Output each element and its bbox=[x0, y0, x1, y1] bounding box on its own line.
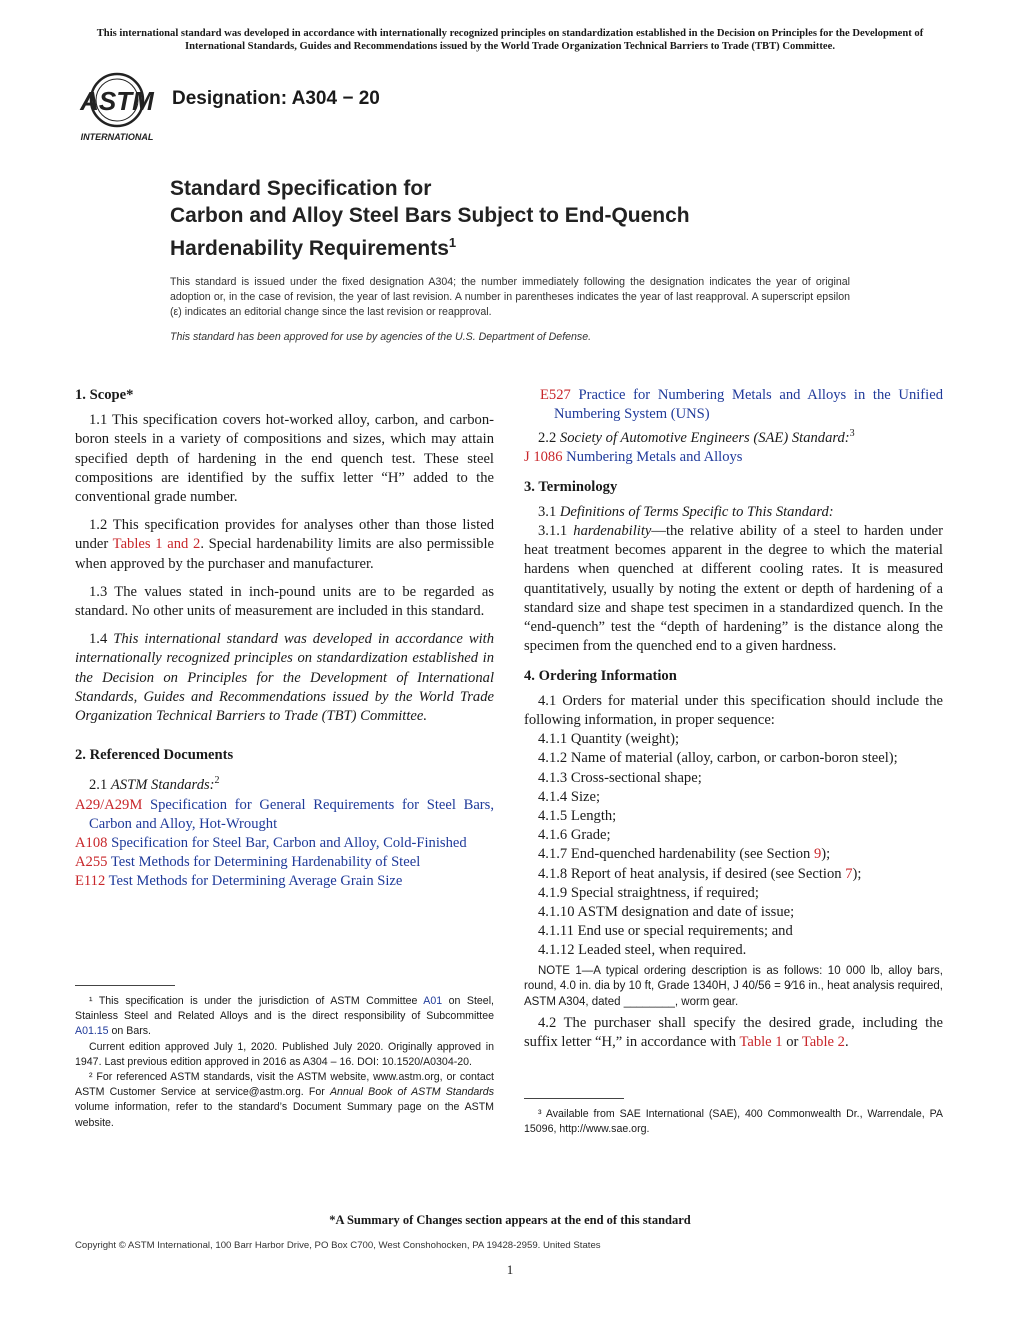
footnote-1-text-a: ¹ This specification is under the jurisdiction of ASTM Committee bbox=[89, 995, 424, 1007]
footnote-3-marker: 3 bbox=[849, 428, 855, 440]
item-4-1-4: 4.1.4 Size; bbox=[538, 788, 601, 805]
logo-caption: INTERNATIONAL bbox=[80, 132, 154, 142]
ref-a255[interactable] bbox=[75, 853, 494, 872]
footnote-2 bbox=[75, 1070, 494, 1131]
para-3-1-1-number: 3.1.1 bbox=[538, 523, 574, 540]
item-4-1-7-text-a: 4.1.7 End-quenched hardenability (see Section bbox=[538, 846, 814, 863]
title-line-2: Carbon and Alloy Steel Bars Subject to End-Quench bbox=[170, 204, 690, 227]
section-3-heading: 3. Terminology bbox=[524, 478, 618, 495]
para-3-1-1-text: —the relative ability of a steel to harden under heat treatment becomes apparent in the degree to which the material hardens when quenched at different cooling rates. It is measured quantitatively, usually by noting the extent or depth of hardening of a standard size and shape test specimen in a standardized quench. In the “end-quench” test the “depth of hardening” is the distance along the specimen from the quenched end to a given hardness. bbox=[524, 523, 943, 655]
ref-a29[interactable] bbox=[75, 796, 494, 834]
para-4-2 bbox=[524, 1014, 943, 1052]
footnote-2-marker: 2 bbox=[214, 775, 220, 787]
item-4-1-1: 4.1.1 Quantity (weight); bbox=[538, 731, 680, 748]
para-1-4 bbox=[75, 630, 494, 726]
ref-j1086-code[interactable]: J 1086 bbox=[524, 449, 563, 466]
designation: Designation: A304 − 20 bbox=[172, 88, 380, 109]
para-1-2-text-b: . Special hardenability limits are also permissible when approved by the purchaser and manufacturer. bbox=[75, 536, 494, 572]
copyright: Copyright © ASTM International, 100 Barr Harbor Drive, PO Box C700, West Conshohocken, PA 19428-2959. United States bbox=[75, 1240, 601, 1251]
note-1: NOTE 1—A typical ordering description is as follows: 10 000 lb, alloy bars, round, 4.0 in. dia by 10 ft, Grade 1340H, J 40/56 = 9⁄16 in., heat analysis required, ASTM A304, dated ________, worm gear. bbox=[524, 964, 943, 1008]
section-7-link[interactable]: 7 bbox=[845, 865, 853, 882]
ref-a108-code[interactable]: A108 bbox=[75, 834, 108, 851]
left-footnotes bbox=[75, 985, 494, 1131]
item-4-1-6: 4.1.6 Grade; bbox=[538, 827, 611, 844]
para-1-4-text: This international standard was developed in accordance with internationally recognized principles on standardization established in the Decision on Principles for the Development of International Standards, Guides and Recommendations issued by the World Trade Organization Technical Barriers to Trade (TBT) Committee. bbox=[75, 631, 495, 725]
left-column bbox=[75, 386, 494, 892]
section-9-link[interactable]: 9 bbox=[813, 846, 822, 863]
para-4-2-text-a: 4.2 The purchaser shall specify the desired grade, including the suffix letter “H,” in accordance with bbox=[524, 1015, 943, 1051]
para-1-2-text-a: 1.2 This specification provides for analyses other than those listed under bbox=[75, 517, 494, 553]
table-2-link[interactable]: Table 2 bbox=[801, 1034, 845, 1051]
para-2-2 bbox=[524, 424, 943, 448]
ref-e527-code[interactable]: E527 bbox=[540, 387, 571, 403]
item-4-1-10: 4.1.10 ASTM designation and date of issue; bbox=[538, 903, 795, 920]
subcommittee-link[interactable]: A01.15 bbox=[75, 1025, 109, 1038]
item-4-1-3: 4.1.3 Cross-sectional shape; bbox=[538, 769, 702, 786]
logo-letters: ASTM bbox=[80, 86, 154, 116]
ref-a29-title[interactable]: Specification for General Requirements for Steel Bars, Carbon and Alloy, Hot-Wrought bbox=[89, 796, 494, 832]
section-2-heading: 2. Referenced Documents bbox=[75, 747, 234, 764]
ref-j1086[interactable] bbox=[524, 448, 943, 467]
para-2-1-number: 2.1 bbox=[89, 777, 111, 794]
ref-e112[interactable] bbox=[75, 872, 494, 891]
footnote-1-edition: Current edition approved July 1, 2020. Published July 2020. Originally approved in 1947. Last previous edition approved in 2016 as A304 – 16. DOI: 10.1520/A0304-20. bbox=[75, 1040, 494, 1068]
ref-j1086-title[interactable]: Numbering Metals and Alloys bbox=[562, 449, 743, 466]
item-4-1-8 bbox=[524, 865, 943, 884]
table-1-link[interactable]: Table 1 bbox=[739, 1034, 783, 1051]
footnote-1-text-b: on Steel, Stainless Steel and Related Alloys and is the direct responsibility of Subcommittee bbox=[75, 995, 494, 1023]
ref-a255-code[interactable]: A255 bbox=[75, 854, 108, 871]
item-4-1-5: 4.1.5 Length; bbox=[538, 807, 617, 824]
para-2-2-number: 2.2 bbox=[538, 430, 560, 447]
right-column bbox=[524, 386, 943, 1052]
ref-a255-title[interactable]: Test Methods for Determining Hardenability of Steel bbox=[107, 854, 421, 871]
para-1-3: 1.3 The values stated in inch-pound units are to be regarded as standard. No other units of measurement are included in this standard. bbox=[75, 583, 494, 620]
footnote-1 bbox=[75, 994, 494, 1040]
ref-e527-title[interactable]: Practice for Numbering Metals and Alloys in the Unified Numbering System (UNS) bbox=[554, 387, 943, 423]
ref-a108-title[interactable]: Specification for Steel Bar, Carbon and Alloy, Cold-Finished bbox=[107, 834, 467, 851]
tables-link[interactable]: Tables 1 and 2 bbox=[112, 536, 201, 553]
item-4-1-8-text-a: 4.1.8 Report of heat analysis, if desired (see Section bbox=[538, 865, 846, 882]
issuance-paragraph: This standard is issued under the fixed designation A304; the number immediately following the designation indicates the year of original adoption or, in the case of revision, the year of last revision. A number in parentheses indicates the year of last reapproval. A superscript epsilon (ε) indicates an editorial change since the last revision or reapproval. bbox=[170, 276, 850, 318]
footnote-2-text-a: ² For referenced ASTM standards, visit the ASTM website, www.astm.org, or contact ASTM Customer Service at service@astm.org. For bbox=[75, 1071, 494, 1099]
para-1-2 bbox=[75, 516, 494, 574]
title-line-3: Hardenability Requirements bbox=[170, 237, 449, 260]
footnote-3: ³ Available from SAE International (SAE), 400 Commonwealth Dr., Warrendale, PA 15096, http://www.sae.org. bbox=[524, 1108, 943, 1136]
footnote-1-text-c: on Bars. bbox=[108, 1025, 151, 1038]
item-4-1-8-text-b: ); bbox=[852, 865, 862, 882]
document-title bbox=[170, 175, 930, 262]
title-line-1: Standard Specification for bbox=[170, 177, 432, 200]
ref-e112-title[interactable]: Test Methods for Determining Average Grain Size bbox=[105, 873, 403, 890]
committee-a01-link[interactable]: A01 bbox=[423, 995, 443, 1007]
section-1-heading: 1. Scope* bbox=[75, 387, 134, 403]
para-3-1 bbox=[524, 503, 943, 522]
item-4-1-7 bbox=[524, 845, 943, 864]
right-footnotes bbox=[524, 1098, 943, 1137]
para-2-1 bbox=[75, 771, 494, 795]
item-4-1-11: 4.1.11 End use or special requirements; and bbox=[538, 923, 793, 940]
item-4-1-7-text-b: ); bbox=[821, 846, 831, 863]
para-3-1-text: Definitions of Terms Specific to This Standard: bbox=[559, 503, 834, 520]
para-2-1-text: ASTM Standards: bbox=[110, 777, 215, 794]
para-4-2-text-mid: or bbox=[782, 1034, 802, 1051]
footnote-2-text-b: volume information, refer to the standard’s Document Summary page on the ASTM website. bbox=[75, 1101, 494, 1129]
para-4-2-text-b: . bbox=[844, 1034, 849, 1051]
para-2-2-text: Society of Automotive Engineers (SAE) Standard: bbox=[559, 430, 850, 447]
item-4-1-12: 4.1.12 Leaded steel, when required. bbox=[538, 942, 747, 959]
para-3-1-1 bbox=[524, 522, 943, 656]
summary-of-changes-notice: *A Summary of Changes section appears at the end of this standard bbox=[329, 1213, 691, 1227]
section-4-heading: 4. Ordering Information bbox=[524, 667, 677, 684]
para-1-1: 1.1 This specification covers hot-worked alloy, carbon, and carbon-boron steels in a variety of compositions and sizes, which may attain specified depth of hardening in the end quench test. These steel compositions are identified by the suffix letter “H” added to the conventional grade number. bbox=[75, 412, 494, 506]
ref-e112-code[interactable]: E112 bbox=[75, 873, 106, 890]
page-number: 1 bbox=[506, 1262, 514, 1277]
footnote-2-book: Annual Book of ASTM Standards bbox=[329, 1086, 494, 1099]
term-hardenability: hardenability bbox=[573, 523, 652, 540]
item-4-1-9: 4.1.9 Special straightness, if required; bbox=[538, 884, 759, 901]
para-4-1: 4.1 Orders for material under this specification should include the following information, in proper sequence: bbox=[524, 692, 943, 728]
para-3-1-number: 3.1 bbox=[538, 503, 560, 520]
ref-a108[interactable] bbox=[75, 834, 494, 853]
dod-approval: This standard has been approved for use by agencies of the U.S. Department of Defense. bbox=[170, 331, 592, 343]
wto-notice: This international standard was developed in accordance with internationally recognized principles on standardization established in the Decision on Principles for the Development of International Standards, Guides and Recommendations issued by the World Trade Organization Technical Barriers to Trade (TBT) Committee. bbox=[96, 28, 924, 52]
ref-e527[interactable] bbox=[540, 386, 943, 424]
astm-logo bbox=[74, 72, 160, 144]
item-4-1-2: 4.1.2 Name of material (alloy, carbon, or carbon-boron steel); bbox=[538, 750, 898, 767]
title-footnote-marker: 1 bbox=[448, 235, 457, 250]
ref-a29-code[interactable]: A29/A29M bbox=[75, 796, 143, 813]
para-1-4-number: 1.4 bbox=[89, 631, 114, 648]
